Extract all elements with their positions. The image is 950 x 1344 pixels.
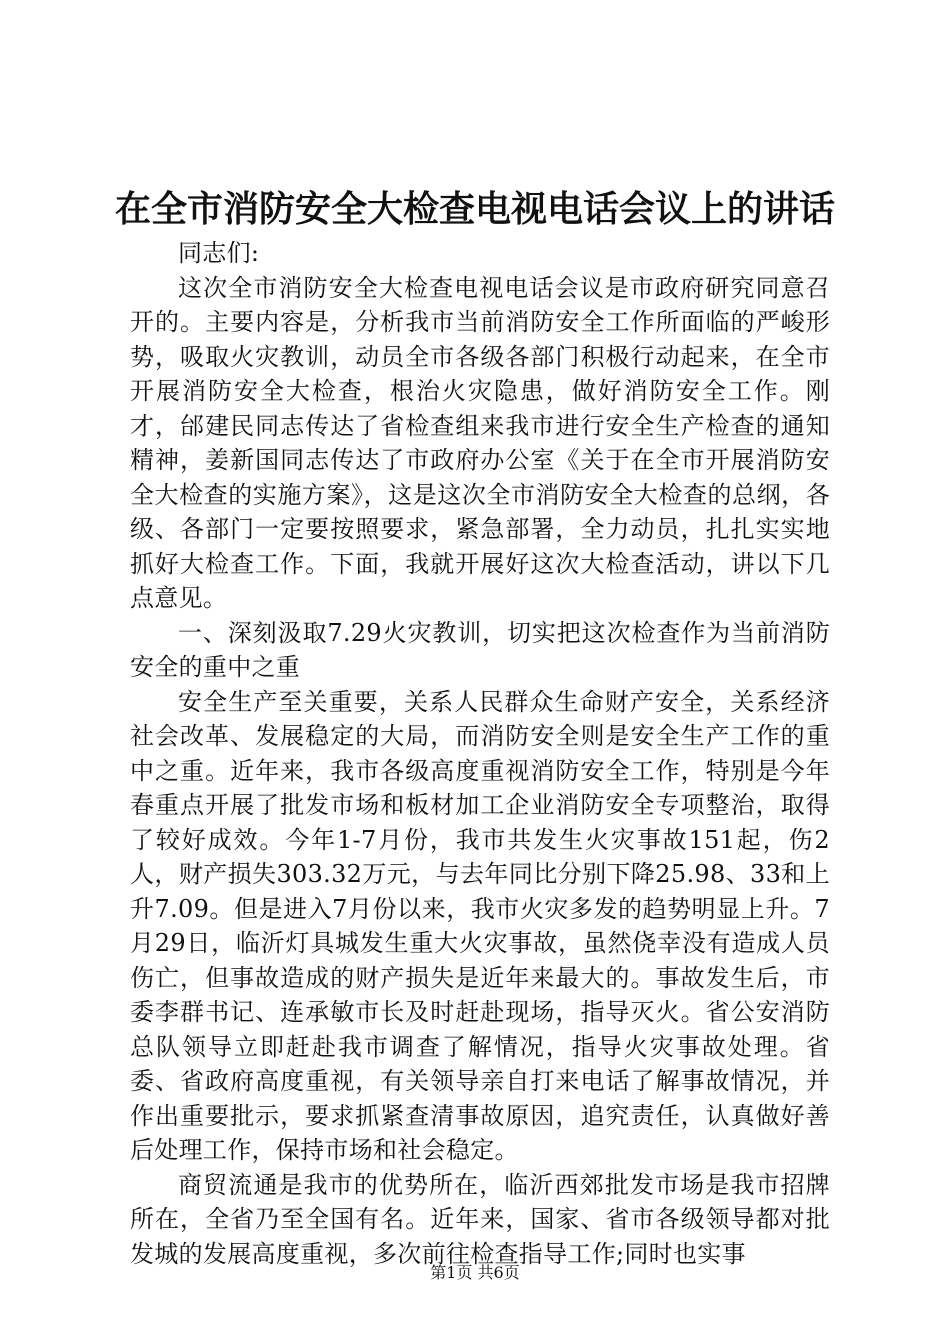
paragraph: 这次全市消防安全大检查电视电话会议是市政府研究同意召开的。主要内容是，分析我市当前消防安全工作所面临的严峻形势，吸取火灾教训，动员全市各级各部门积极行动起来，在全市开展消防安全大检查，根治火灾隐患，做好消防安全工作。刚才，邰建民同志传达了省检查组来我市进行安全生产检查的通知精神，姜新国同志传达了市政府办公室《关于在全市开展消防安全大检查的实施方案》，这是这次全市消防安全大检查的总纲，各级、各部门一定要按照要求，紧急部署，全力动员，扎扎实实地抓好大检查工作。下面，我就开展好这次大检查活动，讲以下几点意见。 [130,273,830,612]
paragraph: 安全生产至关重要，关系人民群众生命财产安全，关系经济社会改革、发展稳定的大局，而消防安全则是安全生产工作的重中之重。近年来，我市各级高度重视消防安全工作，特别是今年春重点开展了批发市场和板材加工企业消防安全专项整治，取得了较好成效。今年1-7月份，我市共发生火灾事故151起，伤2人，财产损失303.32万元，与去年同比分别下降25.98、33和上升7.09。但是进入7月份以来，我市火灾多发的趋势明显上升。7月29日，临沂灯具城发生重大火灾事故，虽然侥幸没有造成人员伤亡，但事故造成的财产损失是近年来最大的。事故发生后，市委李群书记、连承敏市长及时赶赴现场，指导灭火。省公安消防总队领导立即赶赴我市调查了解情况，指导火灾事故处理。省委、省政府高度重视，有关领导亲自打来电话了解事故情况，并作出重要批示，要求抓紧查清事故原因，追究责任，认真做好善后处理工作，保持市场和社会稳定。 [130,687,830,1164]
page-number: 第1页 共6页 [430,1263,520,1282]
paragraph: 商贸流通是我市的优势所在，临沂西郊批发市场是我市招牌所在，全省乃至全国有名。近年来，国家、省市各级领导都对批发城的发展高度重视，多次前往检查指导工作;同时也实事 [130,1170,830,1268]
salutation: 同志们: [178,239,260,267]
document-title: 在全市消防安全大检查电视电话会议上的讲话 [114,189,835,230]
section-heading: 一、深刻汲取7.29火灾教训，切实把这次检查作为当前消防安全的重中之重 [130,618,830,681]
document-body [130,236,830,1271]
